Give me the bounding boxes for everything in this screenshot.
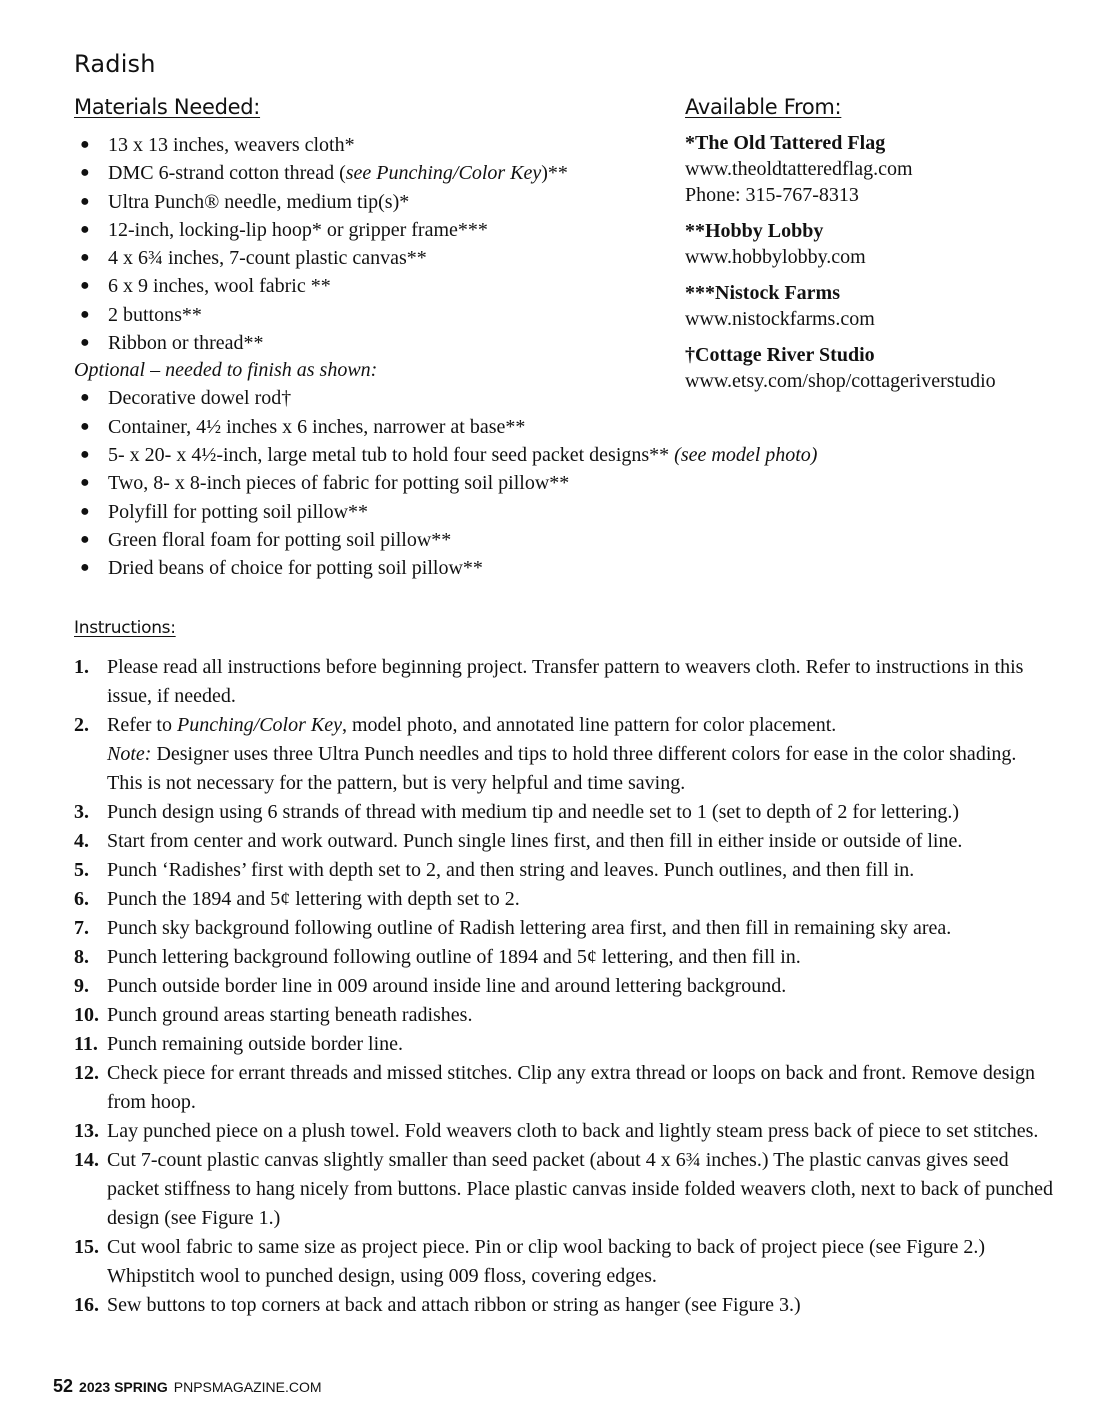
optional-item: ● Decorative dowel rod†	[74, 384, 974, 412]
material-item: ● 2 buttons**	[74, 301, 974, 329]
optional-item: ● Container, 4½ inches x 6 inches, narrower at base**	[74, 413, 974, 441]
bullet-icon: ●	[80, 249, 90, 267]
bullet-icon: ●	[80, 417, 90, 435]
instruction-step: 13. Lay punched piece on a plush towel. Fold weavers cloth to back and lightly steam press back of piece to set stitches.	[74, 1117, 1054, 1146]
bullet-icon: ●	[80, 136, 90, 153]
instruction-step: 2. Refer to Punching/Color Key, model photo, and annotated line pattern for color placement. Note: Designer uses three Ultra Punch needles and tips to hold three different colors for ease in the color shading. This is not necessary for the pattern, but is very helpful and time saving.	[74, 711, 1054, 798]
bullet-icon: ●	[80, 445, 90, 463]
vendor	[685, 342, 1085, 394]
bullet-icon: ●	[80, 164, 90, 182]
issue-label: 2023 SPRING	[79, 1379, 168, 1395]
step-number: 2.	[74, 714, 89, 736]
step-number: 4.	[74, 830, 89, 852]
material-item: ● 13 x 13 inches, weavers cloth*	[74, 131, 974, 159]
page-number: 52	[53, 1376, 74, 1396]
instructions-list	[74, 653, 1054, 1320]
material-item: ● 4 x 6¾ inches, 7-count plastic canvas**	[74, 244, 974, 272]
step-number: 14.	[74, 1149, 99, 1171]
optional-label: Optional – needed to finish as shown:	[74, 359, 378, 382]
instruction-step: 15. Cut wool fabric to same size as project piece. Pin or clip wool backing to back of project piece (see Figure 2.) Whipstitch wool to punched design, using 009 floss, covering edges.	[74, 1233, 1054, 1291]
step-number: 6.	[74, 888, 89, 910]
instruction-step: 4. Start from center and work outward. Punch single lines first, and then fill in either inside or outside of line.	[74, 827, 1054, 856]
material-item: ● 6 x 9 inches, wool fabric **	[74, 272, 974, 300]
instruction-step: 14. Cut 7-count plastic canvas slightly smaller than seed packet (about 4 x 6¾ inches.) The plastic canvas gives seed packet stiffness to hang nicely from buttons. Place plastic canvas inside folded weavers cloth, next to back of punched design (see Figure 1.)	[74, 1146, 1054, 1233]
bullet-icon: ●	[80, 474, 90, 492]
vendor-name: *The Old Tattered Flag	[685, 132, 886, 154]
bullet-icon: ●	[80, 334, 90, 352]
step-number: 12.	[74, 1062, 99, 1084]
step-number: 9.	[74, 975, 89, 997]
instruction-step: 9. Punch outside border line in 009 around inside line and around lettering background.	[74, 972, 1054, 1001]
bullet-icon: ●	[80, 220, 90, 238]
instruction-step: 7. Punch sky background following outline of Radish lettering area first, and then fill in remaining sky area.	[74, 914, 1054, 943]
magazine-site: PNPSMAGAZINE.COM	[173, 1379, 322, 1395]
page-title: Radish	[74, 50, 156, 78]
material-item: ● Ultra Punch® needle, medium tip(s)*	[74, 188, 974, 216]
page-footer	[53, 1376, 322, 1397]
material-item: ● DMC 6-strand cotton thread (see Punching/Color Key)**	[74, 159, 974, 187]
bullet-icon: ●	[80, 192, 90, 210]
vendor	[685, 130, 1085, 208]
bullet-icon: ●	[80, 502, 90, 520]
step-number: 8.	[74, 946, 89, 968]
step-number: 15.	[74, 1236, 99, 1258]
vendor-name: **Hobby Lobby	[685, 220, 824, 242]
vendor-name: ***Nistock Farms	[685, 282, 840, 304]
optional-item: ● Dried beans of choice for potting soil pillow**	[74, 554, 974, 582]
bullet-icon: ●	[80, 277, 90, 295]
vendor-website-link[interactable]: www.theoldtatteredflag.com	[685, 158, 913, 180]
instruction-step: 16. Sew buttons to top corners at back and attach ribbon or string as hanger (see Figure 3.)	[74, 1291, 1054, 1320]
bullet-icon: ●	[80, 389, 90, 407]
instruction-step: 6. Punch the 1894 and 5¢ lettering with depth set to 2.	[74, 885, 1054, 914]
step-number: 10.	[74, 1004, 99, 1026]
step-number: 5.	[74, 859, 89, 881]
vendor	[685, 218, 1085, 270]
vendor-phone: Phone: 315-767-8313	[685, 184, 859, 206]
vendor-name: †Cottage River Studio	[685, 344, 875, 366]
materials-heading: Materials Needed:	[74, 95, 261, 119]
bullet-icon: ●	[80, 559, 90, 577]
material-item: ● Ribbon or thread**	[74, 329, 974, 357]
bullet-icon: ●	[80, 530, 90, 548]
bullet-icon: ●	[80, 305, 90, 323]
instruction-step: 8. Punch lettering background following outline of 1894 and 5¢ lettering, and then fill in.	[74, 943, 1054, 972]
optional-item: ● Two, 8- x 8-inch pieces of fabric for potting soil pillow**	[74, 469, 974, 497]
vendor-website-link[interactable]: www.hobbylobby.com	[685, 246, 866, 268]
instruction-step: 5. Punch ‘Radishes’ first with depth set to 2, and then string and leaves. Punch outlines, and then fill in.	[74, 856, 1054, 885]
step-number: 11.	[74, 1033, 98, 1055]
optional-item: ● Polyfill for potting soil pillow**	[74, 498, 974, 526]
instructions-heading: Instructions:	[74, 618, 176, 638]
vendor-website-link[interactable]: www.nistockfarms.com	[685, 308, 875, 330]
step-number: 3.	[74, 801, 89, 823]
vendor-list	[685, 130, 1085, 404]
step-number: 1.	[74, 656, 89, 678]
instruction-step: 1. Please read all instructions before beginning project. Transfer pattern to weavers cloth. Refer to instructions in this issue, if needed.	[74, 653, 1054, 711]
available-from-heading: Available From:	[685, 95, 842, 119]
optional-item: ● 5- x 20- x 4½-inch, large metal tub to hold four seed packet designs** (see model photo)	[74, 441, 974, 469]
optional-item: ● Green floral foam for potting soil pillow**	[74, 526, 974, 554]
instruction-step: 12. Check piece for errant threads and missed stitches. Clip any extra thread or loops on back and front. Remove design from hoop.	[74, 1059, 1054, 1117]
step-number: 7.	[74, 917, 89, 939]
vendor-website-link[interactable]: www.etsy.com/shop/cottageriverstudio	[685, 370, 996, 392]
step-number: 13.	[74, 1120, 99, 1142]
step-number: 16.	[74, 1294, 99, 1316]
step-note: Note: Designer uses three Ultra Punch needles and tips to hold three different colors for ease in the color shading. This is not necessary for the pattern, but is very helpful and time saving.	[107, 743, 1017, 794]
instruction-step: 3. Punch design using 6 strands of thread with medium tip and needle set to 1 (set to depth of 2 for lettering.)	[74, 798, 1054, 827]
material-item: ● 12-inch, locking-lip hoop* or gripper frame***	[74, 216, 974, 244]
instruction-step: 11. Punch remaining outside border line.	[74, 1030, 1054, 1059]
vendor	[685, 280, 1085, 332]
instruction-step: 10. Punch ground areas starting beneath radishes.	[74, 1001, 1054, 1030]
